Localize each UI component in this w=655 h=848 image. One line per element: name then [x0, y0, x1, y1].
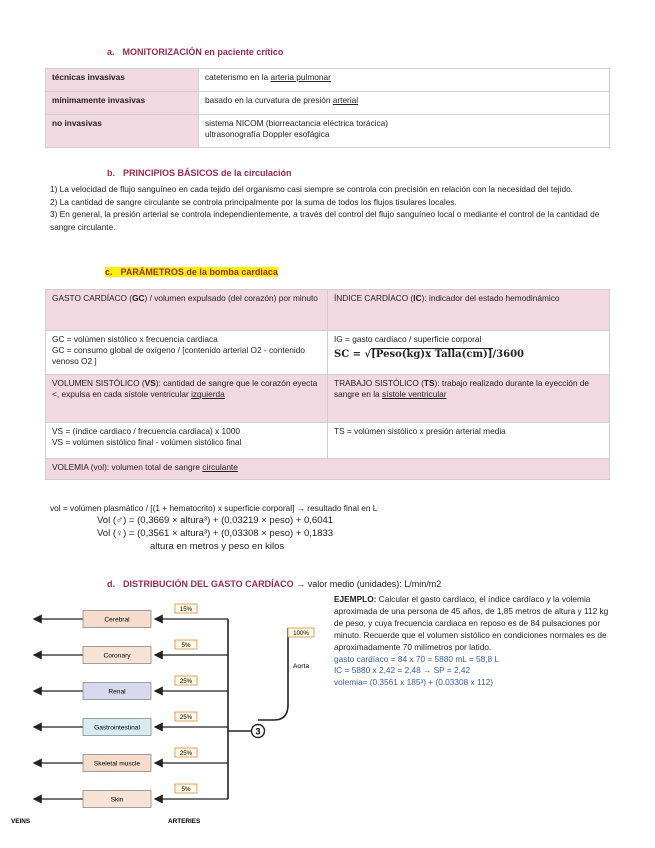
- example-result-3: volemia= (0.3561 x 185³) + (0.03308 x 112): [334, 677, 493, 688]
- principle-2: 2) La cantidad de sangre circulante se controla principalmente por la suma de todos los flujos tisulares locales.: [50, 196, 457, 207]
- ts-formula-1: TS = volúmen sistólico x presión arterial media: [334, 426, 506, 436]
- vs-post: ): cantidad de sangre que le corazón eyecta <, expulsa en cada sístole ventricular: [52, 378, 318, 399]
- row-key: técnicas invasivas: [46, 69, 199, 92]
- organ-label: Renal: [108, 688, 126, 696]
- arteria-pulmonar-link[interactable]: arteria pulmonar: [270, 72, 331, 82]
- organ-group: [34, 604, 251, 808]
- example-result-2: IC = 5880 x 2,42 = 2,48 → SP = 2,42: [334, 665, 471, 676]
- section-a-letter: a.: [107, 47, 115, 57]
- sc-formula-right: /3600: [492, 348, 524, 360]
- gc-post: ) / volumen expulsado (del corazón) por minuto: [144, 293, 318, 303]
- arteries-label: ARTERIES: [168, 818, 201, 825]
- aorta-line: [258, 628, 288, 720]
- organ-label: Gastrointestinal: [94, 724, 140, 732]
- volemia-note: altura en metros y peso en kilos: [150, 541, 285, 552]
- sc-formula-inner: [Peso(kg)x Talla(cm)]: [371, 348, 493, 360]
- principle-3: 3) En general, la presión arterial se controla independientemente, a través del control del flujo sanguíneo local o mediante el control de la cantidad de sangre circulante.: [50, 209, 600, 232]
- example-text: [334, 594, 610, 654]
- vs-formula-1: VS = (índice cardiaco / frecuencia cardiaca) x 1000: [52, 426, 240, 436]
- ts-pre: TRABAJO SISTÓLICO (: [334, 378, 424, 388]
- sc-formula: [334, 348, 603, 361]
- example-label: EJEMPLO:: [334, 594, 377, 604]
- section-b-title: PRINCIPIOS BÁSICOS de la circulación: [123, 168, 292, 178]
- volemia-formula-line: vol = volúmen plasmático / [(1 + hematocrito) x superficie corporal] → resultado final en L: [50, 503, 378, 513]
- section-c-letter: c.: [105, 267, 113, 277]
- organ-label: Cerebral: [104, 616, 130, 624]
- row-key: mínimamente invasivas: [46, 92, 199, 115]
- organ-label: Skeletal muscle: [93, 760, 141, 768]
- volemia-male: Vol (♂) = (0,3669 × altura³) + (0,03219 × peso) + 0,6041: [97, 515, 334, 526]
- row-value-line: sistema NICOM (biorreactancia eléctrica torácica): [205, 118, 389, 128]
- example-body: Calcular el gasto cardíaco, el índice cardíaco y la volemia aproximada de una persona de 45 años, de 1,85 metros de altura y 112 kg de peso, y cuya frecuencia cardiaca en reposo es de 84 pulsaciones por minuto. Recuerde que el volumen sistólico en condiciones normales es de aproximadamente 70 milímetros por latido.: [334, 594, 609, 652]
- vs-formula-2: VS = volúmen sistólico final - volúmen sistólico final: [52, 436, 242, 447]
- izquierda-link[interactable]: izquierda: [191, 388, 225, 399]
- vol-pre: VOLEMIA (vol): volumen total de sangre: [52, 462, 203, 472]
- veins-label: VEINS: [11, 818, 31, 825]
- ts-definition: [328, 375, 610, 423]
- sqrt-icon: √: [364, 348, 372, 360]
- section-c-title: PARÁMETROS de la bomba cardiaca: [120, 267, 278, 277]
- organ-pct: 25%: [179, 749, 193, 757]
- example-block: [334, 594, 610, 689]
- organ-label: Skin: [110, 796, 124, 804]
- section-b-letter: b.: [107, 168, 115, 178]
- section-a-title: MONITORIZACIÓN en paciente crítico: [122, 47, 284, 57]
- organ-label: Coronary: [103, 652, 131, 660]
- gc-abbr: GC: [132, 293, 145, 303]
- row-value-text: basado en la curvatura de presión: [205, 95, 333, 105]
- organ-pct: 25%: [179, 677, 193, 685]
- sc-formula-left: SC =: [334, 348, 365, 360]
- ic-formula-1: IG = gasto cardíaco / superficie corporal: [334, 334, 482, 344]
- example-result-1: gasto cardíaco = 84 x 70 = 5880 mL = 58,8 L: [334, 653, 500, 664]
- vs-pre: VOLUMEN SISTÓLICO (: [52, 378, 145, 388]
- total-pct: 100%: [293, 630, 309, 637]
- ic-post: ): indicador del estado hemodinámico: [421, 293, 560, 303]
- arterial-link[interactable]: arterial: [332, 95, 359, 105]
- gc-formula-2: GC = consumo global de oxígeno / [contenido arterial O2 - contenido venoso O2 ]: [52, 344, 305, 366]
- heart-number: 3: [255, 726, 261, 737]
- ic-definition: [328, 290, 610, 331]
- sistole-ventricular-link[interactable]: sístole ventricular: [381, 388, 447, 399]
- section-d-title: DISTRIBUCIÓN DEL GASTO CARDÍACO: [123, 579, 294, 589]
- gc-formula-1: GC = volúmen sistólico x frecuencia cardiaca: [52, 334, 218, 344]
- principle-1: 1) La velocidad de flujo sanguíneo en cada tejido del organismo casi siempre se controla con precisión en relación con la necesidad del tejido.: [50, 184, 574, 194]
- row-key: no invasivas: [46, 115, 199, 148]
- organ-pct: 15%: [179, 605, 193, 613]
- gc-pre: GASTO CARDÍACO (: [52, 293, 133, 303]
- aorta-label: Aorta: [292, 663, 310, 670]
- ic-abbr: IC: [413, 293, 422, 303]
- circulante-link[interactable]: circulante: [202, 462, 238, 472]
- row-value-line: ultrasonografía Doppler esofágica: [205, 128, 330, 139]
- section-d-letter: d.: [107, 579, 115, 589]
- organ-pct: 25%: [179, 713, 193, 721]
- volemia-female: Vol (♀) = (0,3561 × altura³) + (0,03308 × peso) + 0,1833: [97, 528, 334, 539]
- organ-pct: 5%: [181, 785, 191, 793]
- ic-pre: ÍNDICE CARDÍACO (: [334, 293, 414, 303]
- ts-abbr: TS: [423, 378, 435, 388]
- section-d-suffix: → valor medio (unidades): L/min/m2: [296, 579, 442, 589]
- ic-formulas: [328, 331, 610, 375]
- organ-pct: 5%: [181, 641, 191, 649]
- vs-abbr: VS: [144, 378, 156, 388]
- ts-post: ): trabajo realizado durante la eyección de sangre en la: [334, 378, 590, 399]
- row-value-text: cateterismo en la: [205, 72, 271, 82]
- ts-formulas: [328, 423, 610, 459]
